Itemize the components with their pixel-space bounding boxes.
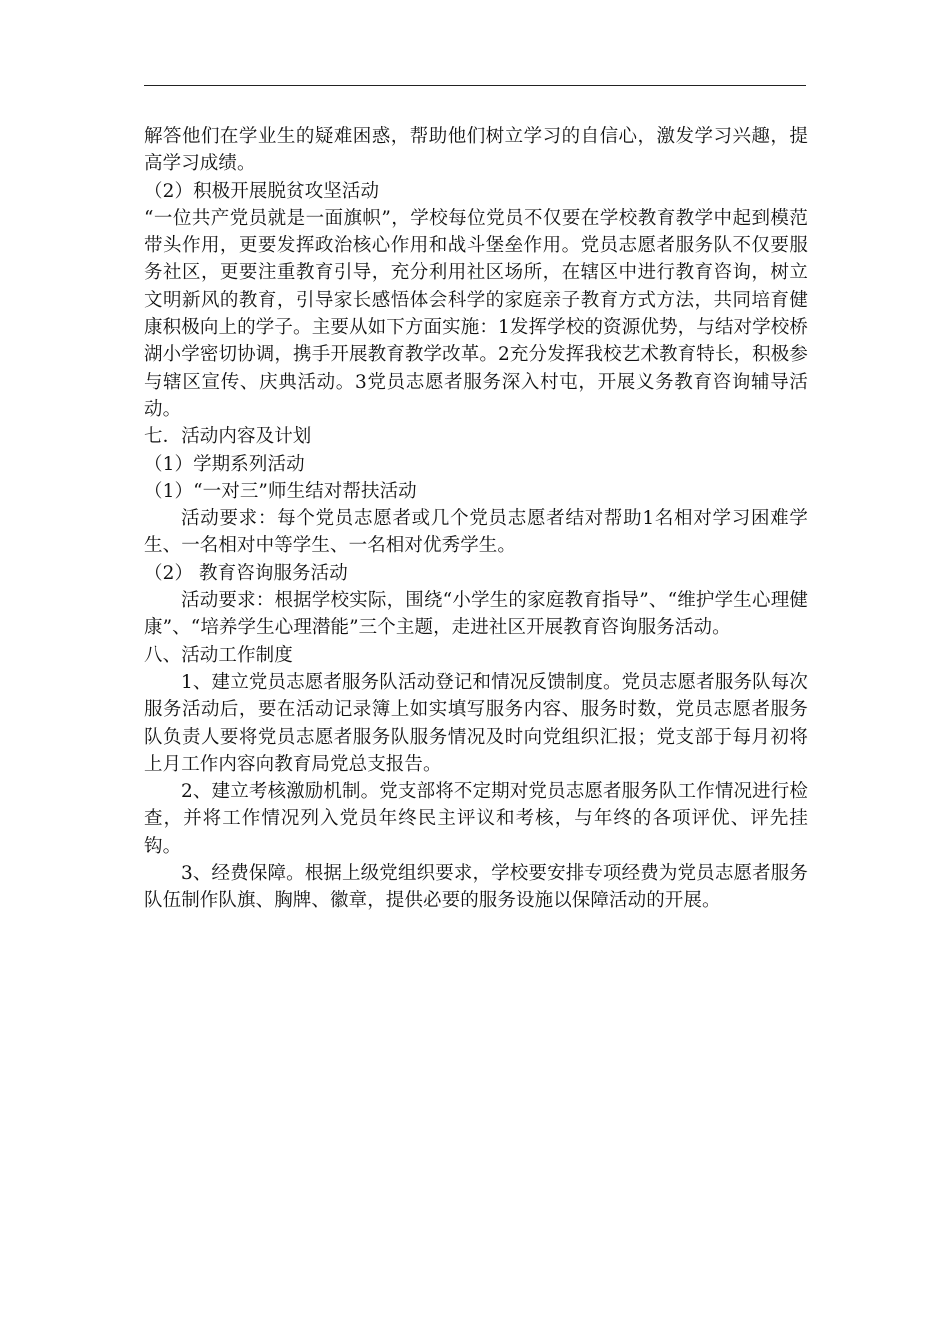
heading-education-consulting: （2） 教育咨询服务活动 bbox=[144, 562, 348, 584]
heading-section-seven: 七．活动内容及计划 bbox=[144, 426, 312, 448]
paragraph-assessment-incentive: 2、建立考核激励机制。党支部将不定期对党员志愿者服务队工作情况进行检查，并将工作情况列入党员年终民主评议和考核，与年终的各项评优、评先挂钩。 bbox=[144, 781, 808, 857]
paragraph-tutoring-continued: 解答他们在学业生的疑难困惑，帮助他们树立学习的自信心，激发学习兴趣，提高学习成绩。 bbox=[144, 126, 808, 175]
paragraph-consulting-requirement: 活动要求：根据学校实际，围绕“小学生的家庭教育指导”、“维护学生心理健康”、“培养学生心理潜能”三个主题，走进社区开展教育咨询服务活动。 bbox=[144, 590, 808, 639]
heading-semester-activities: （1）学期系列活动 bbox=[144, 453, 305, 475]
heading-one-to-three: （1）“一对三”师生结对帮扶活动 bbox=[144, 480, 417, 502]
document-body bbox=[144, 123, 808, 915]
paragraph-one-to-three-requirement: 活动要求：每个党员志愿者或几个党员志愿者结对帮助1名相对学习困难学生、一名相对中等学生、一名相对优秀学生。 bbox=[144, 508, 808, 557]
heading-poverty-alleviation: （2）积极开展脱贫攻坚活动 bbox=[144, 180, 380, 202]
paragraph-registration-system: 1、建立党员志愿者服务队活动登记和情况反馈制度。党员志愿者服务队每次服务活动后，要在活动记录簿上如实填写服务内容、服务时数，党员志愿者服务队负责人要将党员志愿者服务队服务情况及时向党组织汇报；党支部于每月初将上月工作内容向教育局党总支报告。 bbox=[144, 671, 808, 775]
paragraph-party-member-banner: “一位共产党员就是一面旗帜”，学校每位党员不仅要在学校教育教学中起到模范带头作用，更要发挥政治核心作用和战斗堡垒作用。党员志愿者服务队不仅要服务社区，更要注重教育引导，充分利用社区场所，在辖区中进行教育咨询，树立文明新风的教育，引导家长感悟体会科学的家庭亲子教育方式方法，共同培育健康积极向上的学子。主要从如下方面实施：1发挥学校的资源优势，与结对学校桥湖小学密切协调，携手开展教育教学改革。2充分发挥我校艺术教育特长，积极参与辖区宣传、庆典活动。3党员志愿者服务深入村屯，开展义务教育咨询辅导活动。 bbox=[144, 207, 808, 420]
paragraph-funding-guarantee: 3、经费保障。根据上级党组织要求，学校要安排专项经费为党员志愿者服务队伍制作队旗、胸牌、徽章，提供必要的服务设施以保障活动的开展。 bbox=[144, 863, 808, 912]
header-rule bbox=[144, 85, 806, 86]
heading-section-eight: 八、活动工作制度 bbox=[144, 644, 293, 666]
